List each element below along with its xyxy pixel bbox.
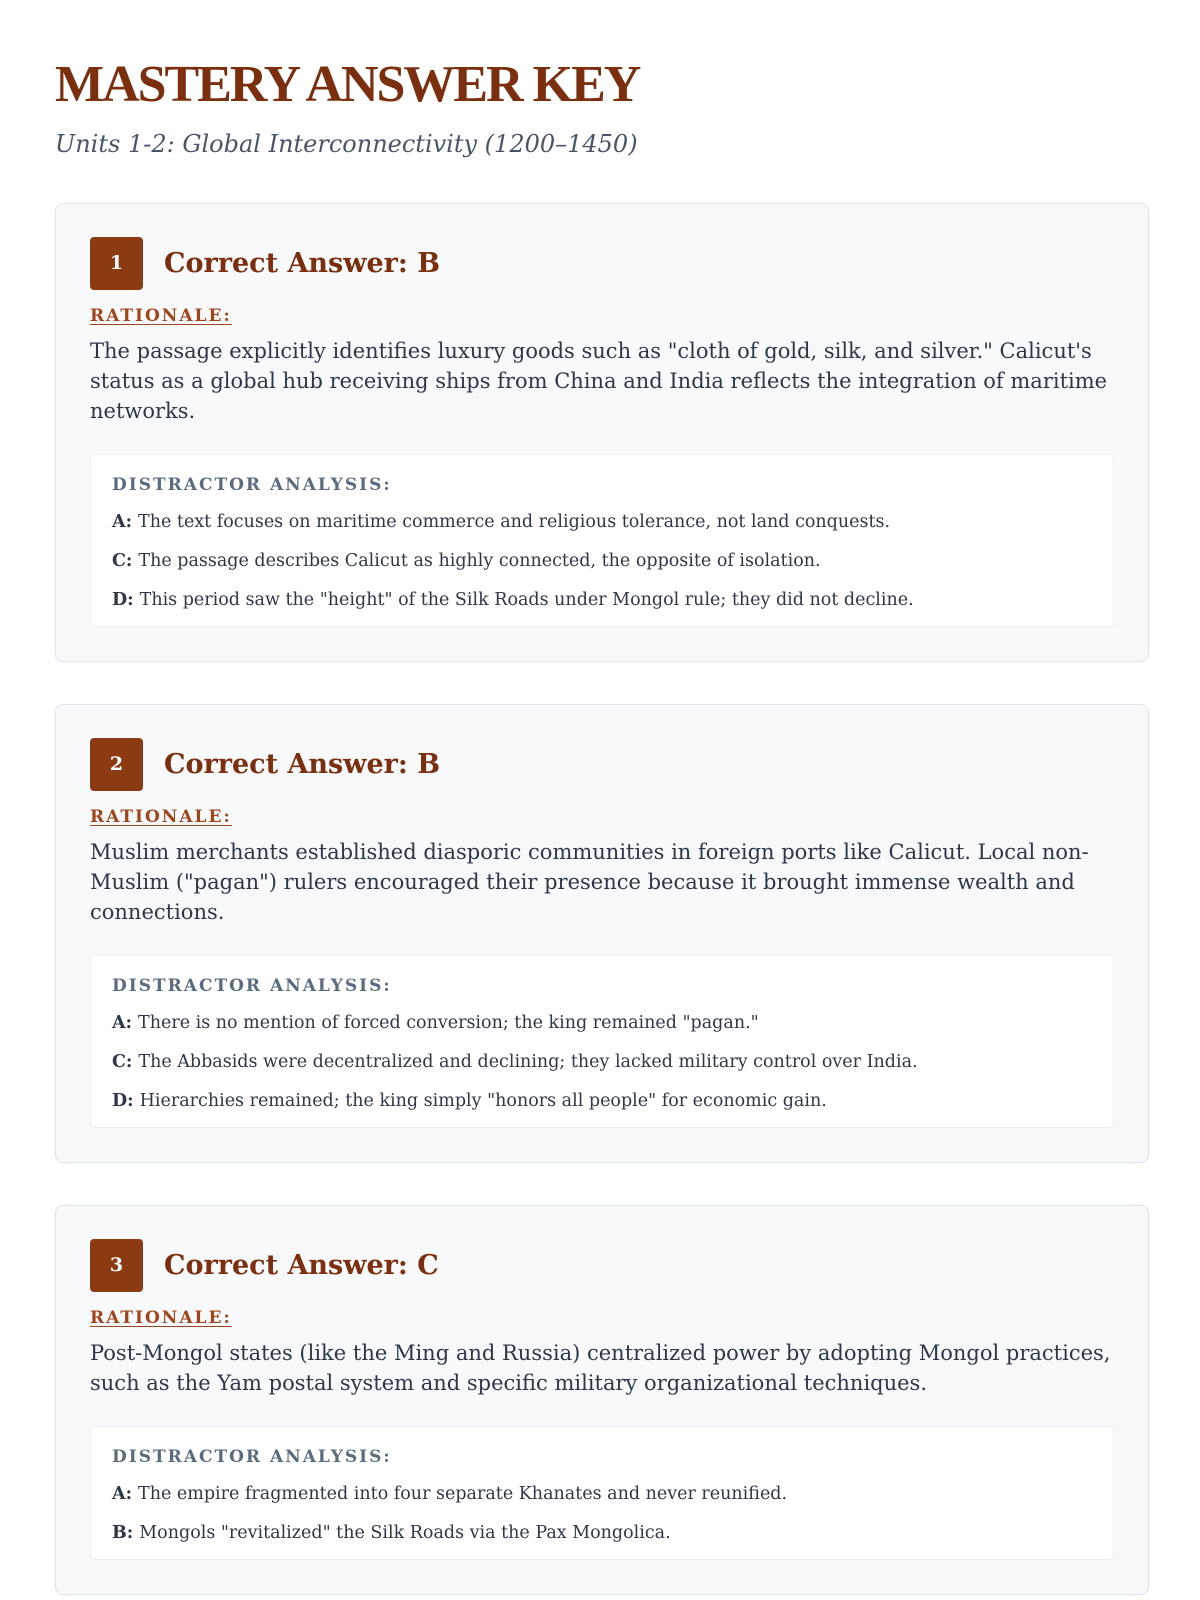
question-number-badge: 3 [90,1239,143,1292]
distractor-item [112,1050,1092,1074]
distractor-text: The passage describes Calicut as highly connected, the opposite of isolation. [138,551,821,571]
rationale-label: RATIONALE: [90,1308,232,1328]
distractor-item [112,588,1092,612]
distractor-label: DISTRACTOR ANALYSIS: [112,1447,392,1467]
question-card-1 [55,203,1149,662]
distractor-text: The text focuses on maritime commerce and religious tolerance, not land conquests. [138,512,891,532]
distractor-letter: A: [112,1484,133,1504]
distractor-letter: C: [112,551,133,571]
distractor-item [112,1011,1092,1035]
distractor-text: Mongols "revitalized" the Silk Roads via the Pax Mongolica. [139,1523,671,1543]
distractor-item [112,510,1092,534]
distractor-analysis-box [90,1426,1114,1560]
card-header [90,737,1114,791]
card-header [90,1238,1114,1292]
distractor-letter: C: [112,1052,133,1072]
distractor-item [112,1482,1092,1506]
correct-answer: Correct Answer: B [164,247,441,279]
distractor-item [112,1521,1092,1545]
rationale-label: RATIONALE: [90,306,232,326]
page-title: MASTERY ANSWER KEY [55,56,640,113]
rationale-text: The passage explicitly identifies luxury goods such as "cloth of gold, silk, and silver." Calicut's status as a global hub receiving ships from China and India reflects the integration of maritime networks. [90,339,1108,423]
question-card-2 [55,704,1149,1163]
distractor-text: This period saw the "height" of the Silk Roads under Mongol rule; they did not decline. [139,590,914,610]
distractor-letter: D: [112,590,134,610]
card-header [90,236,1114,290]
distractor-label: DISTRACTOR ANALYSIS: [112,475,392,495]
question-card-3 [55,1205,1149,1595]
rationale-label: RATIONALE: [90,807,232,827]
distractor-analysis-box [90,454,1114,627]
distractor-letter: B: [112,1523,134,1543]
distractor-item [112,549,1092,573]
distractor-text: The Abbasids were decentralized and declining; they lacked military control over India. [138,1052,918,1072]
distractor-analysis-box [90,955,1114,1128]
rationale-text: Muslim merchants established diasporic communities in foreign ports like Calicut. Local non-Muslim ("pagan") rulers encouraged their presence because it brought immense wealth and connections. [90,840,1089,924]
distractor-text: There is no mention of forced conversion; the king remained "pagan." [138,1013,759,1033]
correct-answer: Correct Answer: B [164,748,441,780]
page-subtitle: Units 1-2: Global Interconnectivity (1200–1450) [55,130,638,158]
rationale-text: Post-Mongol states (like the Ming and Russia) centralized power by adopting Mongol practices, such as the Yam postal system and specific military organizational techniques. [90,1341,1111,1395]
distractor-letter: A: [112,512,133,532]
distractor-item [112,1089,1092,1113]
question-number-badge: 2 [90,738,143,791]
distractor-text: Hierarchies remained; the king simply "honors all people" for economic gain. [139,1091,827,1111]
distractor-text: The empire fragmented into four separate Khanates and never reunified. [138,1484,788,1504]
correct-answer: Correct Answer: C [164,1249,439,1281]
distractor-letter: D: [112,1091,134,1111]
distractor-letter: A: [112,1013,133,1033]
question-number-badge: 1 [90,237,143,290]
distractor-label: DISTRACTOR ANALYSIS: [112,976,392,996]
